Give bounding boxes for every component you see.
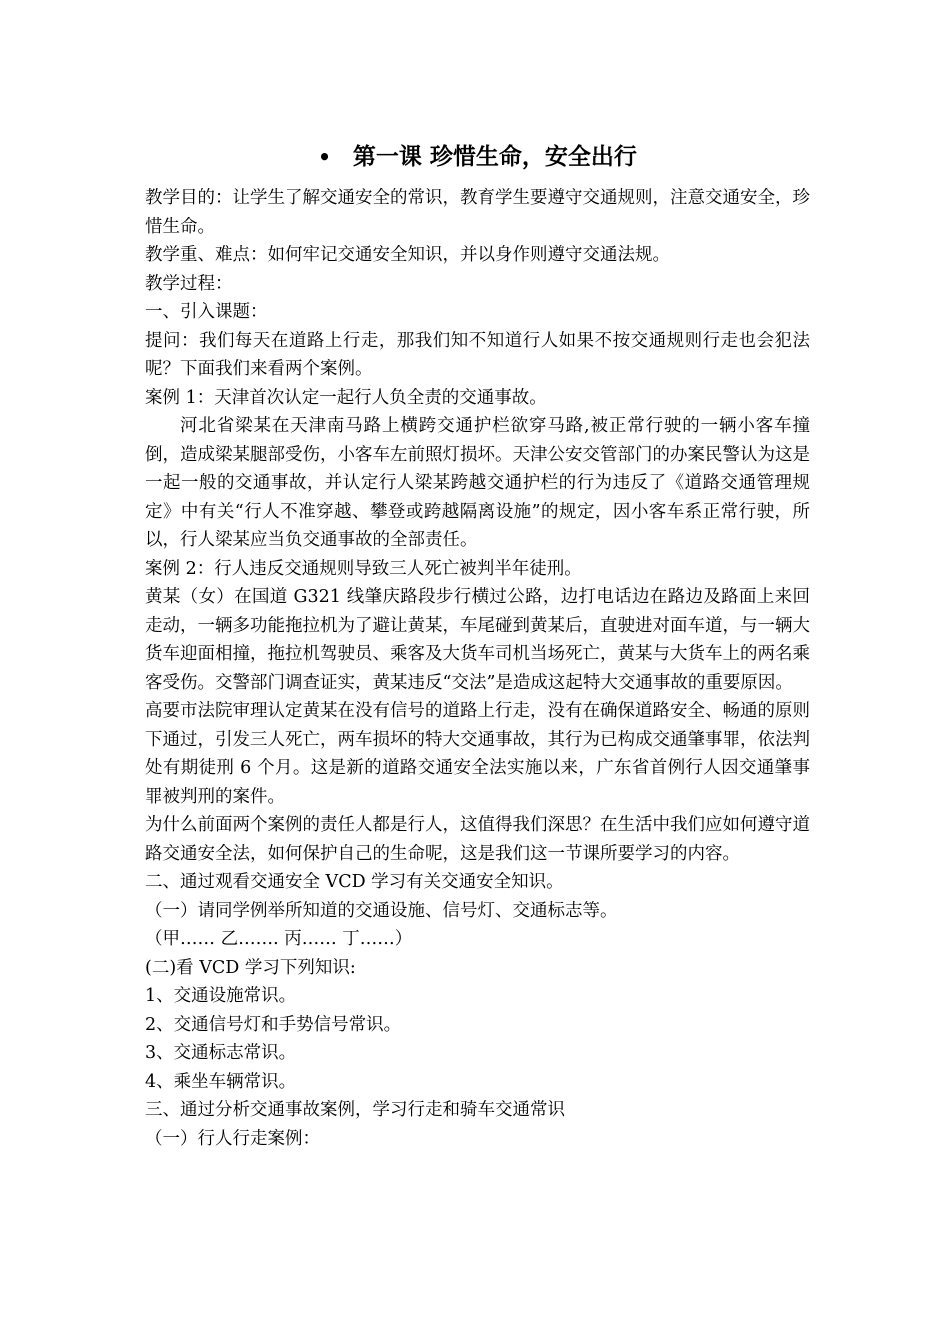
paragraph-objective: 教学目的：让学生了解交通安全的常识，教育学生要遵守交通规则，注意交通安全，珍惜生命。 [145, 188, 810, 237]
list-item-2: 2、交通信号灯和手势信号常识。 [145, 1014, 402, 1035]
section-heading-2: 二、通过观看交通安全 VCD 学习有关交通安全知识。 [145, 872, 564, 892]
case-2-heading: 案例 2：行人违反交通规则导致三人死亡被判半年徒刑。 [145, 558, 582, 579]
case-2-verdict: 高要市法院审理认定黄某在没有信号的道路上行走，没有在确保道路安全、畅通的原则下通过，引发三人死亡，两车损坏的特大交通事故，其行为已构成交通肇事罪，依法判处有期徒刑 6 个月。这是新的道路交通安全法实施以来，广东省首例行人因交通肇事罪被判刑的案件。 [145, 701, 810, 807]
paragraph-process-heading: 教学过程： [145, 273, 233, 294]
document-page [145, 140, 810, 1153]
subsection-2-1: （一）请同学例举所知道的交通设施、信号灯、交通标志等。 [145, 900, 618, 921]
case-1-body: 河北省梁某在天津南马路上横跨交通护栏欲穿马路,被正常行驶的一辆小客车撞倒，造成梁某腿部受伤，小客车左前照灯损坏。天津公安交管部门的办案民警认为这是一起一般的交通事故，并认定行人梁某跨越交通护栏的行为违反了《道路交通管理规定》中有关“行人不准穿越、攀登或跨越隔离设施”的规定，因小客车系正常行驶，所以，行人梁某应当负交通事故的全部责任。 [145, 416, 810, 550]
subsection-3-1: （一）行人行走案例： [145, 1128, 320, 1149]
subsection-2-2: (二)看 VCD 学习下列知识: [145, 957, 356, 978]
list-item-4: 4、乘坐车辆常识。 [145, 1071, 297, 1092]
case-2-body: 黄某（女）在国道 G321 线肇庆路段步行横过公路，边打电话边在路边及路面上来回走动，一辆多功能拖拉机为了避让黄某，车尾碰到黄某后，直驶进对面车道，与一辆大货车迎面相撞，拖拉机驾驶员、乘客及大货车司机当场死亡，黄某与大货车上的两名乘客受伤。交警部门调查证实，黄某违反“交法”是造成这起特大交通事故的重要原因。 [145, 587, 810, 693]
case-1-heading: 案例 1：天津首次认定一起行人负全责的交通事故。 [145, 387, 547, 408]
title-bullet: • [318, 145, 331, 169]
document-body [145, 184, 810, 1153]
section-heading-1: 一、引入课题： [145, 302, 268, 322]
list-item-3: 3、交通标志常识。 [145, 1043, 297, 1063]
page-title [145, 140, 810, 174]
section-heading-3: 三、通过分析交通事故案例，学习行走和骑车交通常识 [145, 1100, 565, 1120]
title-text: 第一课 珍惜生命，安全出行 [352, 144, 637, 170]
paragraph-key-points: 教学重、难点：如何牢记交通安全知识，并以身作则遵守交通法规。 [145, 245, 670, 265]
list-item-1: 1、交通设施常识。 [145, 986, 297, 1006]
subsection-2-1-list: （甲…… 乙……. 丙…… 丁……） [145, 929, 413, 949]
paragraph-reflection: 为什么前面两个案例的责任人都是行人，这值得我们深思？在生活中我们应如何遵守道路交通安全法，如何保护自己的生命呢，这是我们这一节课所要学习的内容。 [145, 815, 810, 864]
paragraph-question: 提问：我们每天在道路上行走，那我们知不知道行人如果不按交通规则行走也会犯法呢？下面我们来看两个案例。 [145, 330, 810, 379]
